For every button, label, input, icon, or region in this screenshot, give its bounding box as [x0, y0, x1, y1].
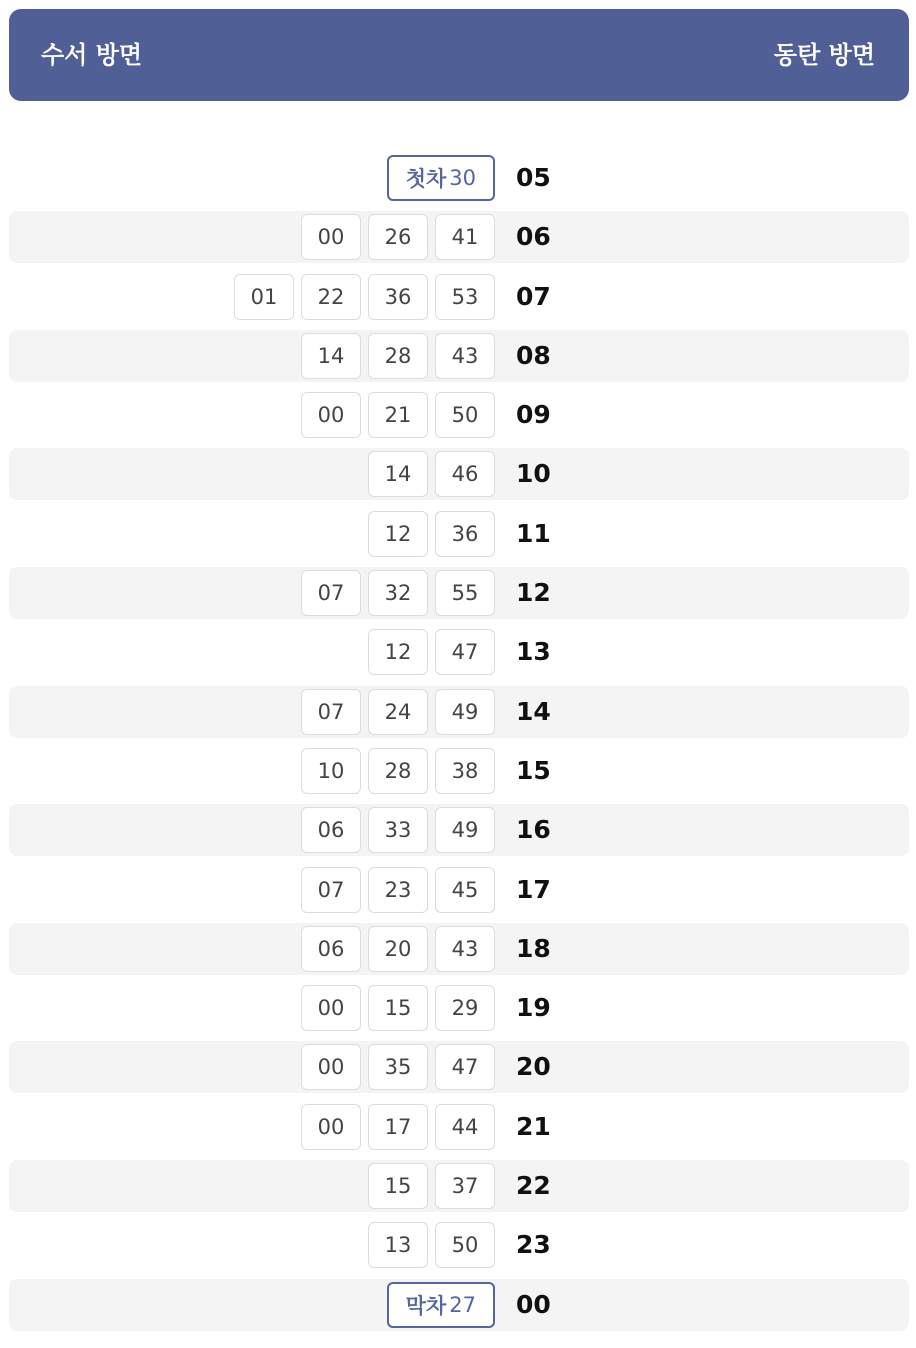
minute-list	[301, 1044, 495, 1090]
departure-minute-chip[interactable]: 26	[368, 214, 428, 260]
departure-minute-chip[interactable]: 35	[368, 1044, 428, 1090]
timetable-row	[0, 743, 916, 802]
timetable-row	[0, 1158, 916, 1217]
direction-header	[9, 9, 909, 101]
hour-label: 07	[516, 281, 551, 311]
minute-list	[301, 748, 495, 794]
departure-minute-chip[interactable]: 45	[435, 867, 495, 913]
timetable-row	[0, 565, 916, 624]
minute-list	[301, 214, 495, 260]
departure-minute-chip[interactable]: 46	[435, 451, 495, 497]
departure-minute-chip[interactable]: 43	[435, 333, 495, 379]
departure-minute-chip[interactable]: 07	[301, 689, 361, 735]
departure-minute-chip[interactable]: 00	[301, 985, 361, 1031]
hour-label: 08	[516, 340, 551, 370]
timetable	[0, 150, 916, 1336]
minute-list	[301, 333, 495, 379]
departure-minute-chip[interactable]: 29	[435, 985, 495, 1031]
departure-minute-chip[interactable]: 28	[368, 333, 428, 379]
minute-list	[301, 570, 495, 616]
departure-minute-chip[interactable]: 37	[435, 1163, 495, 1209]
minute-list	[234, 274, 495, 320]
timetable-row	[0, 506, 916, 565]
departure-minute-chip[interactable]: 06	[301, 807, 361, 853]
last-train-chip[interactable]	[387, 1282, 495, 1328]
departure-minute-chip[interactable]: 12	[368, 511, 428, 557]
departure-minute-chip[interactable]: 49	[435, 807, 495, 853]
hour-label: 18	[516, 933, 551, 963]
hour-label: 14	[516, 696, 551, 726]
departure-minute-chip[interactable]: 43	[435, 926, 495, 972]
departure-minute-chip[interactable]: 14	[368, 451, 428, 497]
minute-list	[387, 1282, 495, 1328]
timetable-row	[0, 1277, 916, 1336]
hour-label: 15	[516, 755, 551, 785]
departure-minute-chip[interactable]: 00	[301, 1044, 361, 1090]
hour-label: 22	[516, 1171, 551, 1201]
timetable-row	[0, 1217, 916, 1276]
departure-minute-chip[interactable]: 32	[368, 570, 428, 616]
departure-minute-chip[interactable]: 21	[368, 392, 428, 438]
departure-minute-chip[interactable]: 07	[301, 570, 361, 616]
departure-minute-chip[interactable]: 36	[435, 511, 495, 557]
departure-minute-chip[interactable]: 55	[435, 570, 495, 616]
hour-label: 23	[516, 1230, 551, 1260]
hour-label: 10	[516, 459, 551, 489]
hour-label: 16	[516, 815, 551, 845]
departure-minute-chip[interactable]: 50	[435, 392, 495, 438]
departure-minute-chip[interactable]: 15	[368, 1163, 428, 1209]
departure-minute-chip[interactable]: 20	[368, 926, 428, 972]
departure-minute-chip[interactable]: 38	[435, 748, 495, 794]
minute-list	[368, 1163, 495, 1209]
timetable-row	[0, 1099, 916, 1158]
hour-label: 20	[516, 1052, 551, 1082]
suseo-direction-label[interactable]: 수서 방면	[41, 41, 143, 69]
timetable-row	[0, 150, 916, 209]
hour-label: 13	[516, 637, 551, 667]
minute-list	[301, 392, 495, 438]
departure-minute-chip[interactable]: 36	[368, 274, 428, 320]
hour-label: 21	[516, 1111, 551, 1141]
departure-minute-chip[interactable]: 15	[368, 985, 428, 1031]
departure-minute-chip[interactable]: 24	[368, 689, 428, 735]
hour-label: 06	[516, 222, 551, 252]
departure-minute-chip[interactable]: 14	[301, 333, 361, 379]
minute-list	[301, 985, 495, 1031]
departure-minute-chip[interactable]: 33	[368, 807, 428, 853]
hour-label: 11	[516, 518, 551, 548]
departure-minute-chip[interactable]: 50	[435, 1222, 495, 1268]
minute-list	[368, 629, 495, 675]
hour-label: 00	[516, 1289, 551, 1319]
timetable-row	[0, 209, 916, 268]
minute-list	[301, 926, 495, 972]
timetable-row	[0, 862, 916, 921]
hour-label: 17	[516, 874, 551, 904]
departure-minute-chip[interactable]: 12	[368, 629, 428, 675]
special-train-minute: 30	[449, 166, 476, 190]
departure-minute-chip[interactable]: 13	[368, 1222, 428, 1268]
minute-list	[301, 689, 495, 735]
special-train-minute: 27	[449, 1292, 476, 1317]
timetable-row	[0, 921, 916, 980]
timetable-row	[0, 387, 916, 446]
departure-minute-chip[interactable]: 06	[301, 926, 361, 972]
minute-list	[301, 867, 495, 913]
departure-minute-chip[interactable]: 28	[368, 748, 428, 794]
timetable-row	[0, 446, 916, 505]
timetable-row	[0, 1039, 916, 1098]
timetable-row	[0, 684, 916, 743]
departure-minute-chip[interactable]: 00	[301, 1104, 361, 1150]
timetable-row	[0, 980, 916, 1039]
departure-minute-chip[interactable]: 22	[301, 274, 361, 320]
departure-minute-chip[interactable]: 07	[301, 867, 361, 913]
departure-minute-chip[interactable]: 47	[435, 1044, 495, 1090]
departure-minute-chip[interactable]: 49	[435, 689, 495, 735]
first-train-chip[interactable]	[387, 155, 495, 201]
departure-minute-chip[interactable]: 53	[435, 274, 495, 320]
departure-minute-chip[interactable]: 41	[435, 214, 495, 260]
departure-minute-chip[interactable]: 00	[301, 392, 361, 438]
hour-label: 05	[516, 163, 551, 192]
special-train-label: 첫차	[405, 167, 447, 191]
departure-minute-chip[interactable]: 01	[234, 274, 294, 320]
departure-minute-chip[interactable]: 17	[368, 1104, 428, 1150]
departure-minute-chip[interactable]: 00	[301, 214, 361, 260]
departure-minute-chip[interactable]: 44	[435, 1104, 495, 1150]
hour-label: 19	[516, 993, 551, 1023]
special-train-label: 막차	[405, 1293, 447, 1318]
timetable-row	[0, 802, 916, 861]
departure-minute-chip[interactable]: 10	[301, 748, 361, 794]
departure-minute-chip[interactable]: 47	[435, 629, 495, 675]
departure-minute-chip[interactable]: 23	[368, 867, 428, 913]
hour-label: 12	[516, 578, 551, 608]
minute-list	[368, 451, 495, 497]
minute-list	[301, 1104, 495, 1150]
timetable-row	[0, 269, 916, 328]
minute-list	[301, 807, 495, 853]
dongtan-direction-label[interactable]: 동탄 방면	[773, 41, 875, 69]
minute-list	[368, 1222, 495, 1268]
timetable-row	[0, 624, 916, 683]
minute-list	[387, 155, 495, 201]
timetable-row	[0, 328, 916, 387]
minute-list	[368, 511, 495, 557]
hour-label: 09	[516, 400, 551, 430]
